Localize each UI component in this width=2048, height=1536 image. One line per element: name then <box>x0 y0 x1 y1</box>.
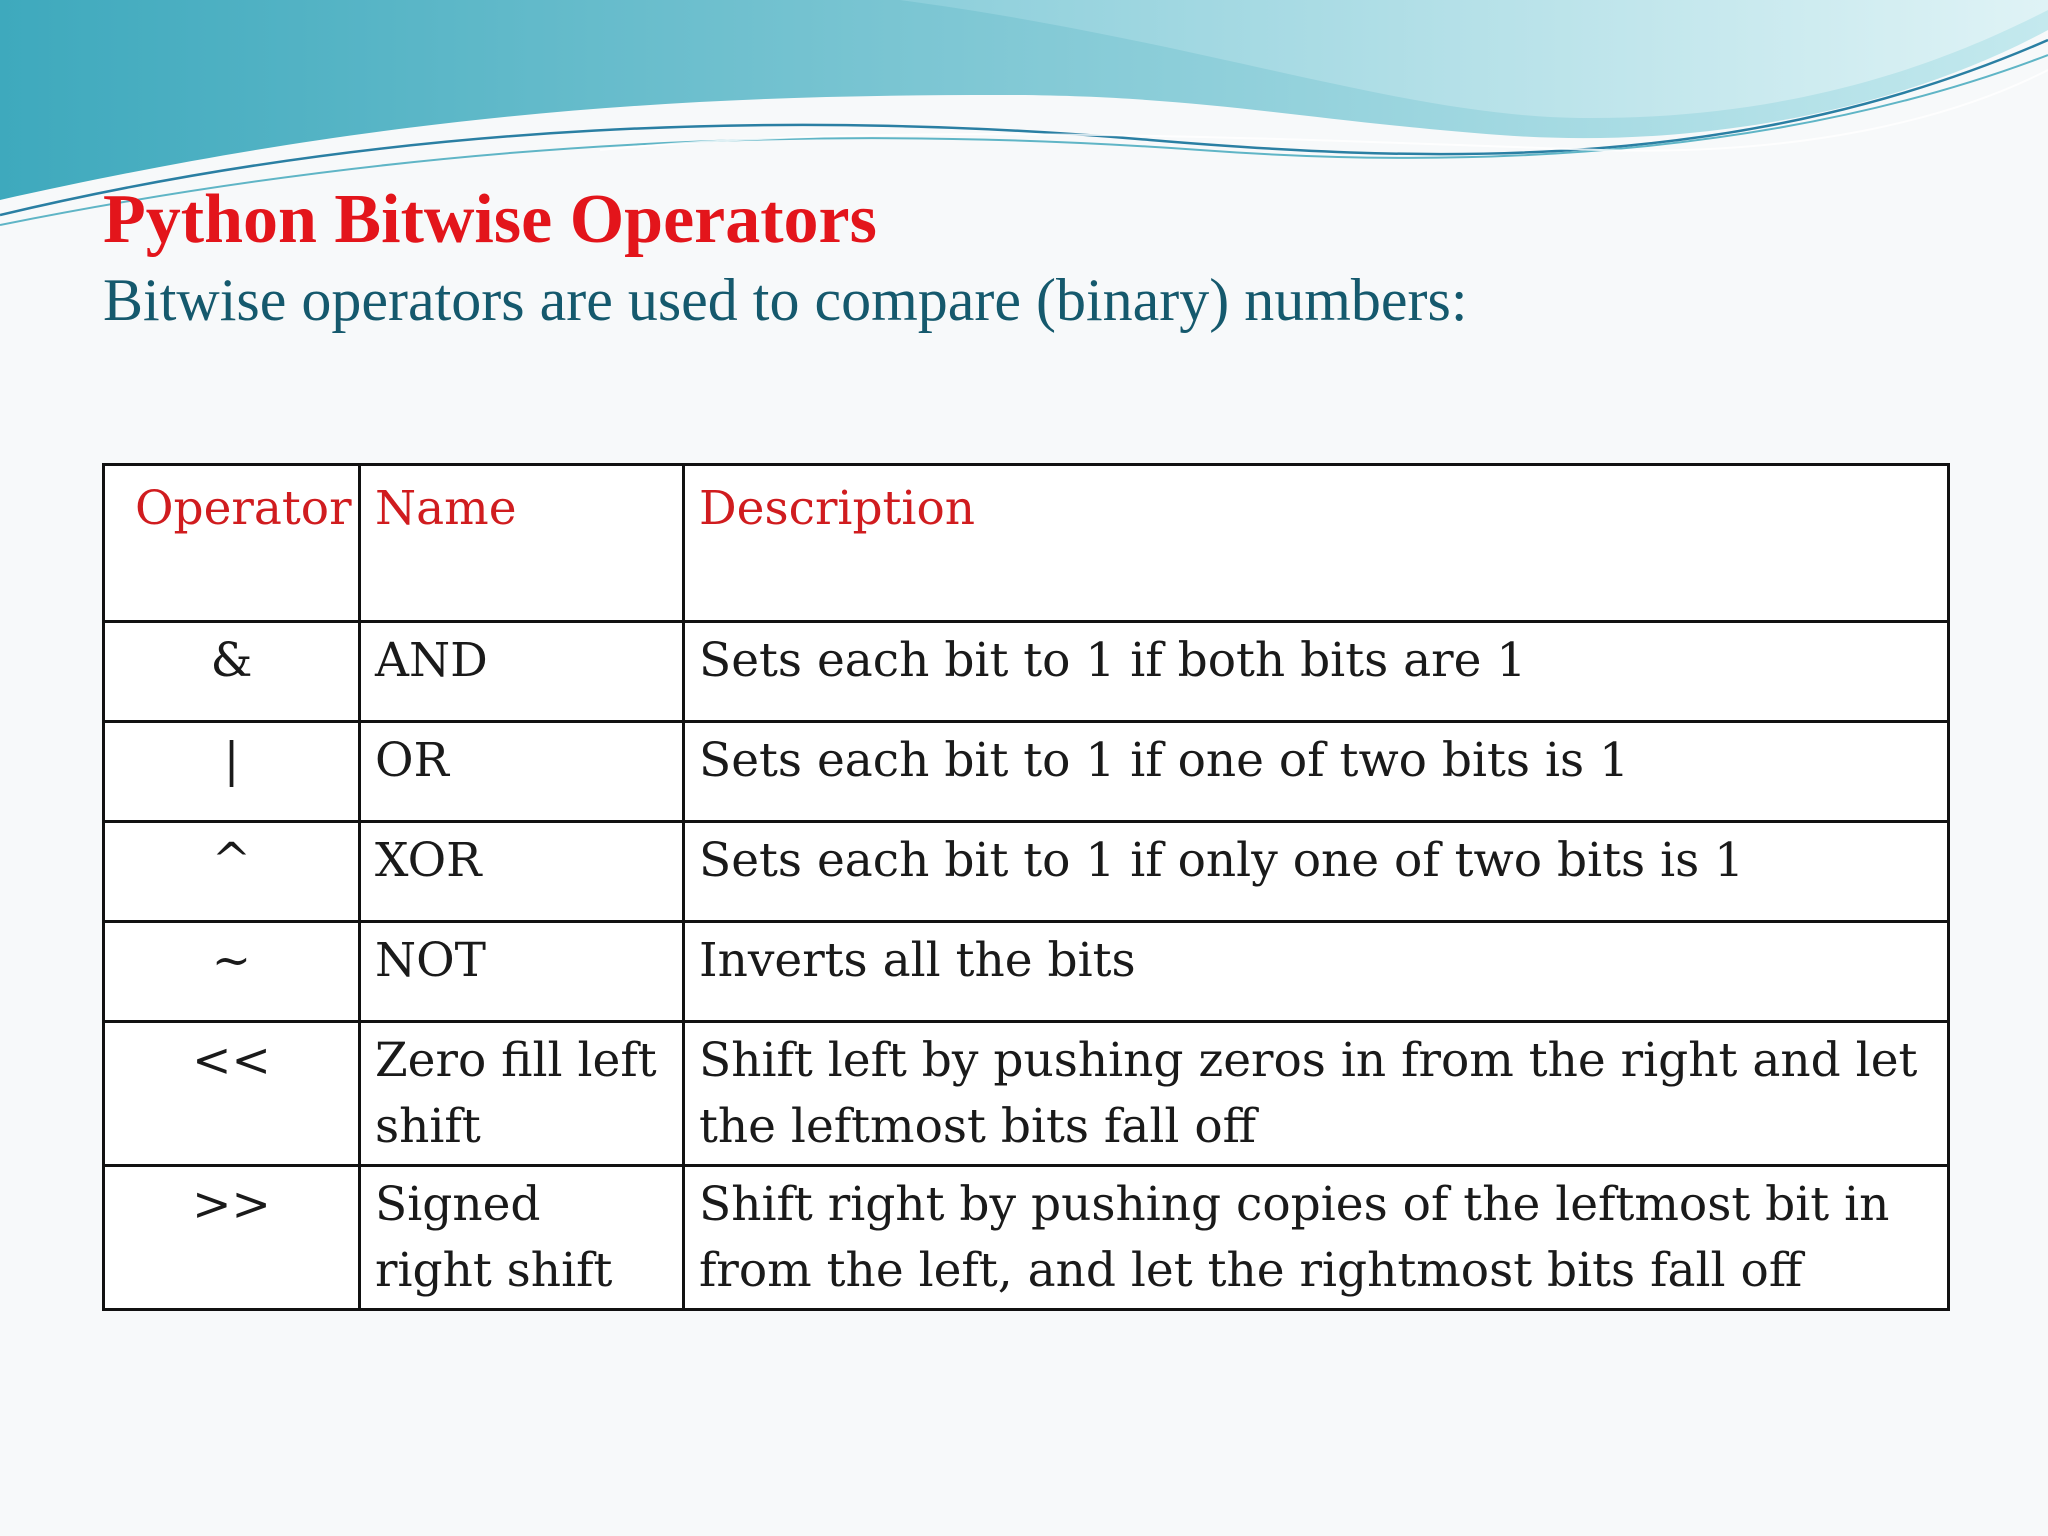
slide-subtitle: Bitwise operators are used to compare (binary) numbers: <box>103 267 1468 333</box>
header-description: Description <box>684 465 1949 622</box>
table-row <box>104 1166 1949 1310</box>
description-cell: Sets each bit to 1 if only one of two bits is 1 <box>684 822 1949 922</box>
operator-cell: & <box>104 622 360 722</box>
table-row <box>104 922 1949 1022</box>
bitwise-operators-table <box>102 463 1950 1311</box>
name-cell: XOR <box>360 822 684 922</box>
name-cell: NOT <box>360 922 684 1022</box>
name-cell: Zero fill left shift <box>360 1022 684 1166</box>
description-cell: Inverts all the bits <box>684 922 1949 1022</box>
description-cell: Sets each bit to 1 if one of two bits is 1 <box>684 722 1949 822</box>
table-row <box>104 822 1949 922</box>
name-cell: Signed right shift <box>360 1166 684 1310</box>
table-row <box>104 1022 1949 1166</box>
description-cell: Shift left by pushing zeros in from the right and let the leftmost bits fall off <box>684 1022 1949 1166</box>
operator-cell: | <box>104 722 360 822</box>
table-header-row <box>104 465 1949 622</box>
table-row <box>104 722 1949 822</box>
name-cell: OR <box>360 722 684 822</box>
table-row <box>104 622 1949 722</box>
description-cell: Sets each bit to 1 if both bits are 1 <box>684 622 1949 722</box>
slide-title: Python Bitwise Operators <box>103 181 877 258</box>
operator-cell: << <box>104 1022 360 1166</box>
header-name: Name <box>360 465 684 622</box>
operator-cell: ^ <box>104 822 360 922</box>
description-cell: Shift right by pushing copies of the leftmost bit in from the left, and let the rightmost bits fall off <box>684 1166 1949 1310</box>
operator-cell: ~ <box>104 922 360 1022</box>
operator-cell: >> <box>104 1166 360 1310</box>
header-operator: Operator <box>104 465 360 622</box>
name-cell: AND <box>360 622 684 722</box>
